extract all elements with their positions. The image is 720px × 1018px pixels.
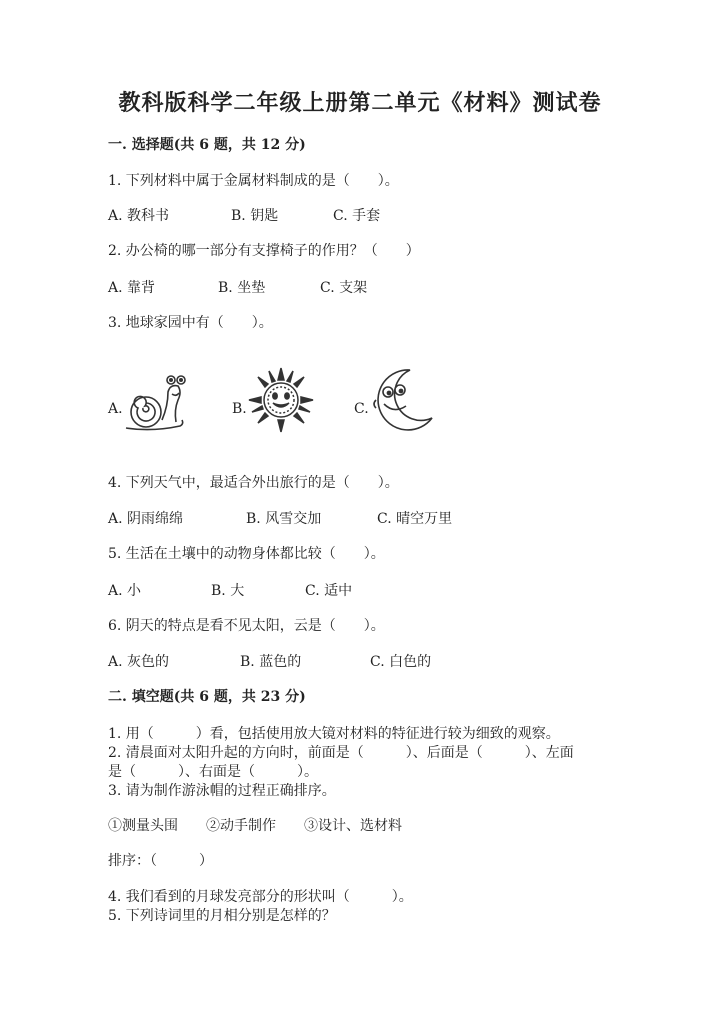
option-1a: A. 教科书 bbox=[108, 208, 170, 224]
fill-question-1: 1. 用（ ）看，包括使用放大镜对材料的特征进行较为细致的观察。 bbox=[108, 726, 560, 742]
fill-question-4: 4. 我们看到的月球发亮部分的形状叫（ ）。 bbox=[108, 889, 413, 905]
option-6c: C. 白色的 bbox=[370, 654, 432, 670]
question-3: 3. 地球家园中有（ ）。 bbox=[108, 315, 273, 331]
sun-icon bbox=[247, 366, 315, 434]
page-title: 教科版科学二年级上册第二单元《材料》测试卷 bbox=[118, 90, 602, 116]
option-2a: A. 靠背 bbox=[108, 280, 156, 296]
option-3a: A. bbox=[108, 401, 123, 417]
section-heading-fill: 二. 填空题(共 6 题，共 23 分) bbox=[108, 689, 306, 705]
option-4b: B. 风雪交加 bbox=[246, 511, 322, 527]
fill-question-5: 5. 下列诗词里的月相分别是怎样的？ bbox=[108, 908, 336, 924]
question-2: 2. 办公椅的哪一部分有支撑椅子的作用？（ ） bbox=[108, 243, 420, 259]
fill-question-2: 2. 清晨面对太阳升起的方向时，前面是（ ）、后面是（ ）、左面 bbox=[108, 745, 574, 761]
snail-icon bbox=[122, 370, 188, 436]
option-3b: B. bbox=[232, 401, 247, 417]
option-5c: C. 适中 bbox=[305, 583, 353, 599]
moon-icon bbox=[366, 364, 438, 436]
option-2c: C. 支架 bbox=[320, 280, 368, 296]
option-4c: C. 晴空万里 bbox=[377, 511, 453, 527]
fill-question-3-answer: 排序：（ ） bbox=[108, 853, 213, 869]
fill-question-2-cont: 是（ ）、右面是（ ）。 bbox=[108, 764, 318, 780]
question-4: 4. 下列天气中，最适合外出旅行的是（ ）。 bbox=[108, 475, 399, 491]
question-5: 5. 生活在土壤中的动物身体都比较（ ）。 bbox=[108, 546, 385, 562]
option-1b: B. 钥匙 bbox=[231, 208, 279, 224]
question-6: 6. 阴天的特点是看不见太阳，云是（ ）。 bbox=[108, 618, 385, 634]
fill-question-3: 3. 请为制作游泳帽的过程正确排序。 bbox=[108, 783, 336, 799]
fill-question-3-steps: ①测量头围 ②动手制作 ③设计、选材料 bbox=[108, 818, 402, 834]
option-6b: B. 蓝色的 bbox=[240, 654, 302, 670]
option-3c: C. bbox=[354, 401, 369, 417]
option-2b: B. 坐垫 bbox=[218, 280, 266, 296]
option-5b: B. 大 bbox=[211, 583, 245, 599]
option-1c: C. 手套 bbox=[333, 208, 381, 224]
option-5a: A. 小 bbox=[108, 583, 142, 599]
question-1: 1. 下列材料中属于金属材料制成的是（ ）。 bbox=[108, 173, 399, 189]
option-6a: A. 灰色的 bbox=[108, 654, 170, 670]
option-4a: A. 阴雨绵绵 bbox=[108, 511, 184, 527]
section-heading-choice: 一. 选择题(共 6 题，共 12 分) bbox=[108, 137, 306, 153]
